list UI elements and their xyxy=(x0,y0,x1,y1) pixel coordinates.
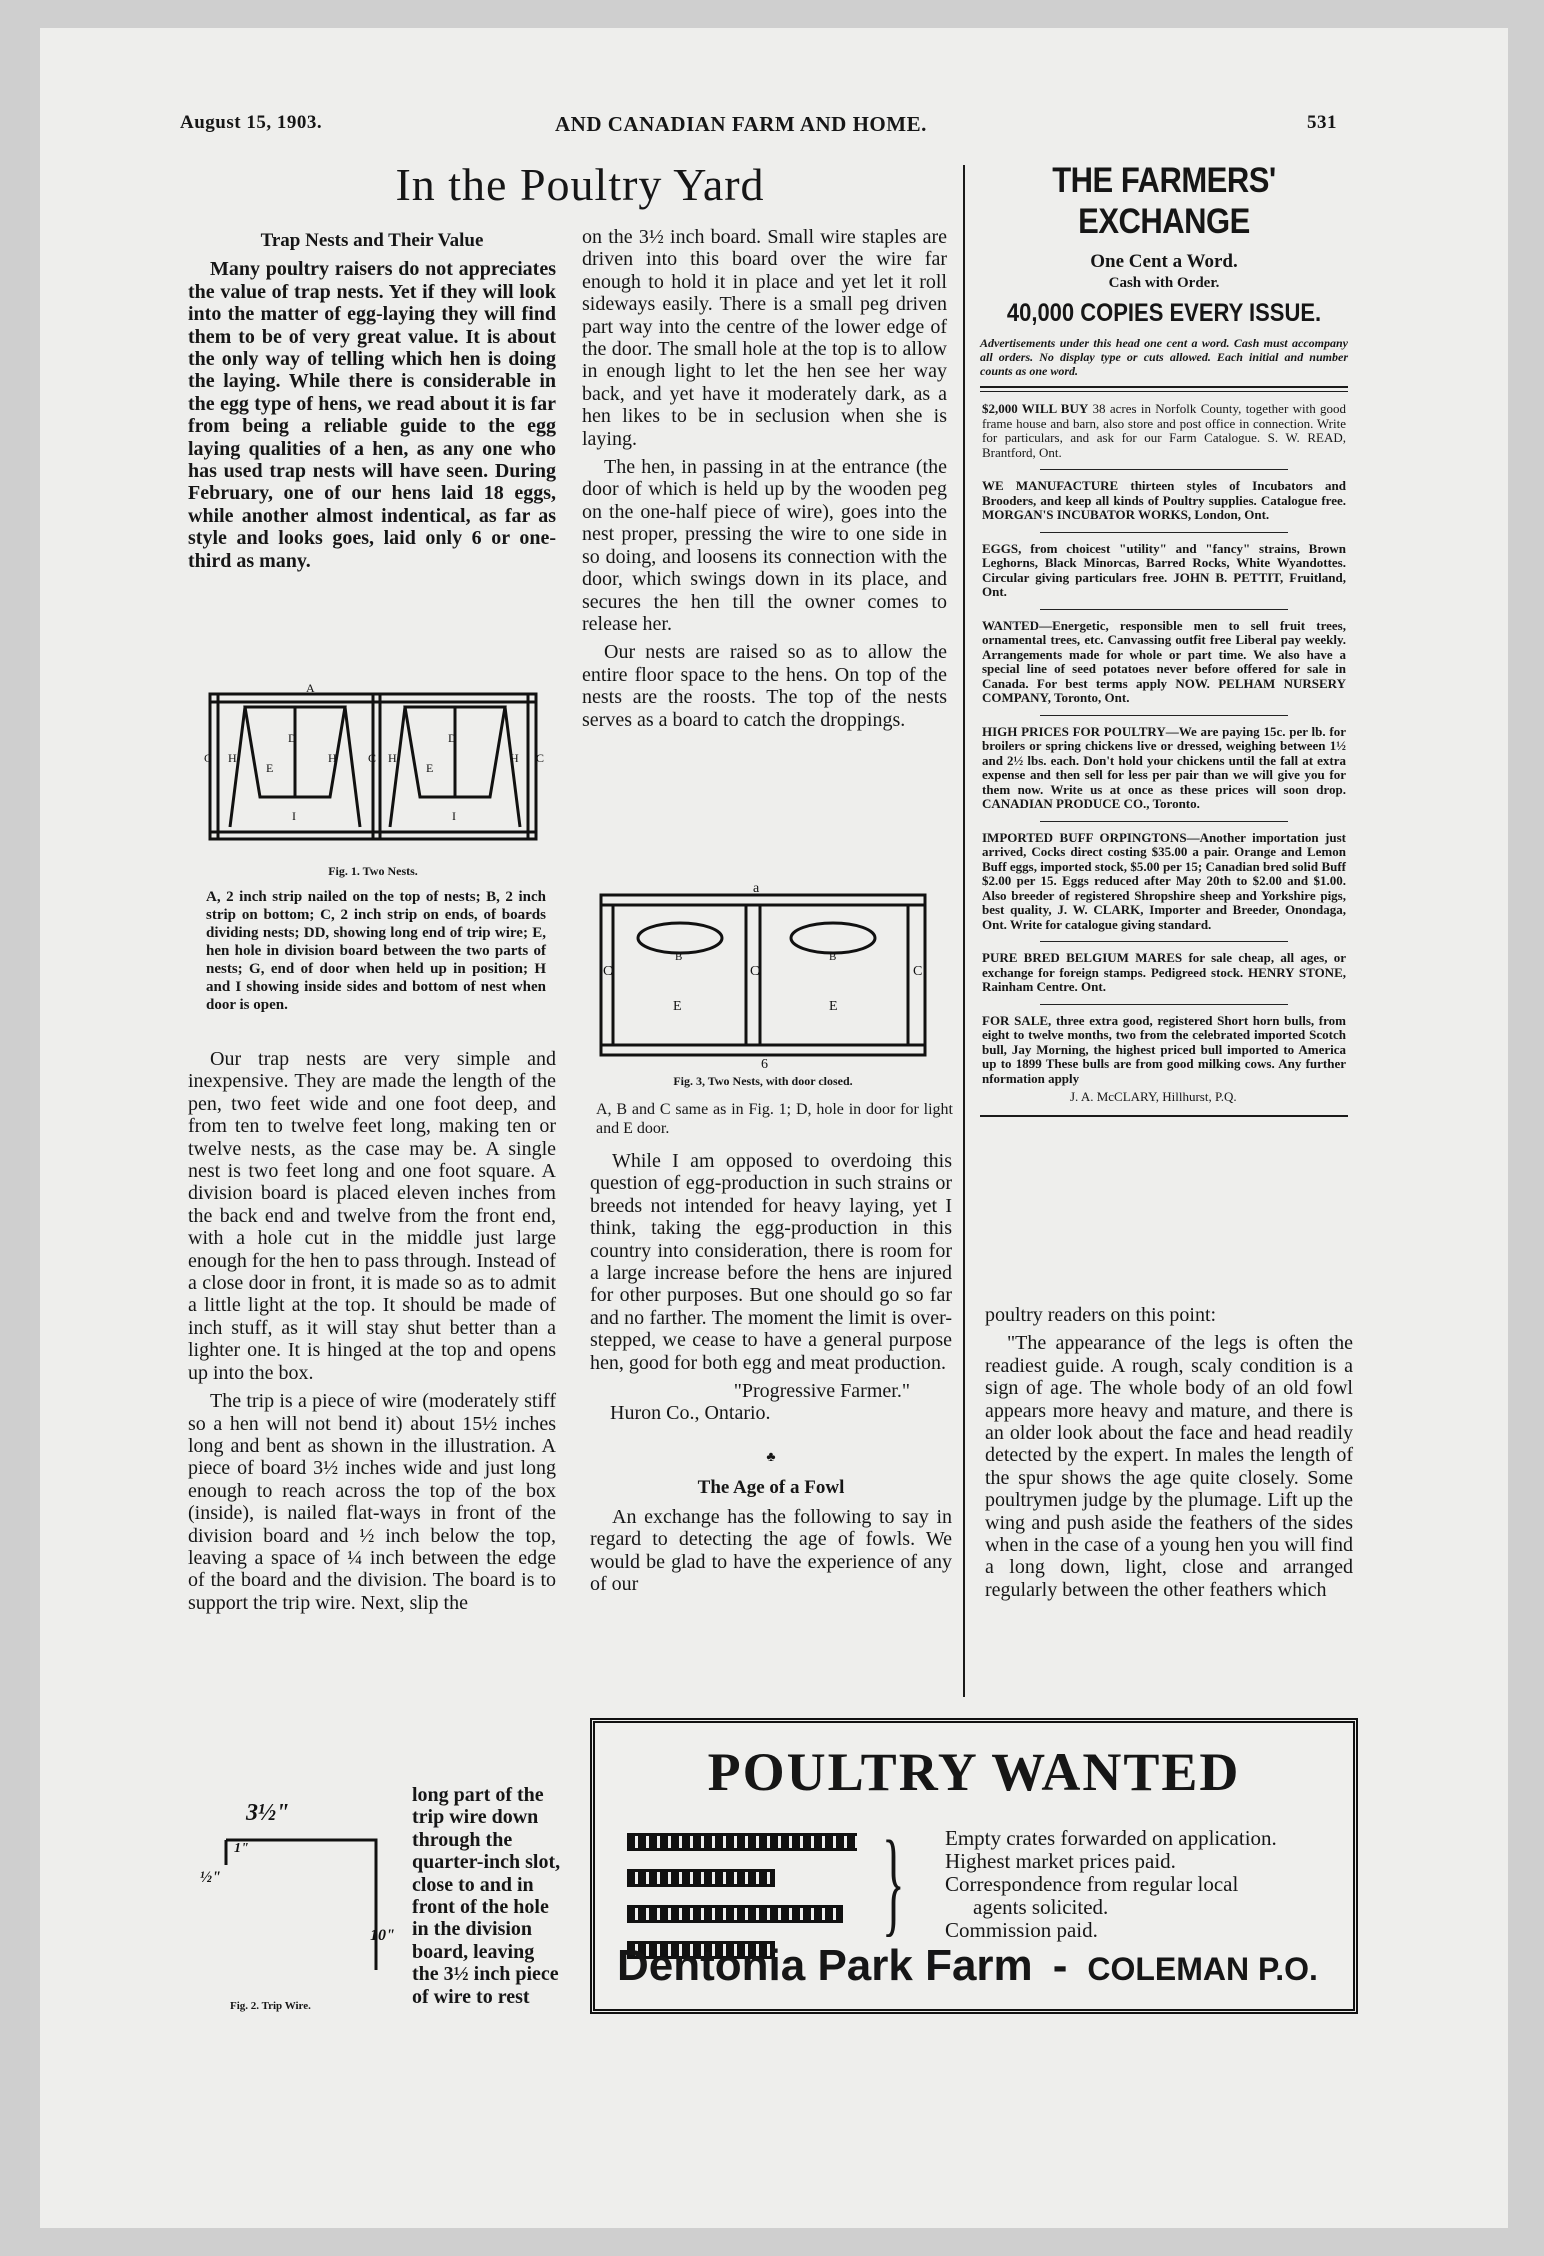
paragraph-narrow: long part of the trip wire down through the quarter-inch slot, close to and in front of the hole in the division board, leaving the 3½ inch piece of wire to rest xyxy=(412,1784,561,2008)
paragraph: "The appearance of the legs is often the readiest guide. A rough, scaly condition is a sign of age. The whole body of an old fowl appears more heavy and mature, and there is an older look about the face and head readily detected by the expert. In males the length of the spur shows the age quite closely. Some poultrymen judge by the plumage. Lift up the wing and push aside the feathers of the sides when in the case of a young hen you will find a long down, light, close and arranged regularly between the other feathers which xyxy=(985,1332,1353,1601)
fig1-label: H xyxy=(328,751,337,765)
poultry-wanted-title: POULTRY WANTED xyxy=(707,1742,1241,1802)
fig3-label: C xyxy=(913,964,923,979)
farmers-exchange-title: THE FARMERS' EXCHANGE xyxy=(1052,159,1276,242)
header-journal: AND CANADIAN FARM AND HOME. xyxy=(555,112,927,136)
fig1-label: D xyxy=(448,731,457,745)
fig1-label: D xyxy=(288,731,297,745)
farm-name: Dentonia Park Farm xyxy=(617,1941,1033,1990)
paragraph: Our trap nests are very simple and inexpensive. They are made the length of the pen, two feet wide and one foot deep, and from ten to twelve feet long, making ten or twelve nests, as the case may be. A single nest is two feet long and one foot square. A division board is placed eleven inches from the back end and twelve from the front end, with a hole cut in the middle just large enough for the hen to pass through. Instead of a close door in front, it is made so as to admit a little light at the top. It should be made of inch stuff, as it will stay shut better than a lighter one. It is hinged at the top and opens up into the box. xyxy=(188,1048,556,1384)
article-title-trap-nests: Trap Nests and Their Value xyxy=(260,230,484,251)
paragraph: An exchange has the following to say in regard to detecting the age of fowls. We would be glad to have the experience of any of our xyxy=(590,1505,952,1595)
fig1-label: C xyxy=(536,751,545,765)
classified-ad: $2,000 WILL BUY 38 acres in Norfolk County, together with good frame house and barn, also store and post office in connection. Write for particulars, and ask for our Farm Catalogue. S. W. READ, Brantford, Ont. xyxy=(982,401,1346,460)
ad-separator xyxy=(1040,609,1288,610)
classified-ad: FOR SALE, three extra good, registered Short horn bulls, from eight to twelve months, two from the celebrated imported Scotch bull, Jay Morning, the highest priced bull imported to America up to 1899 These bulls are from good milking cows. Any further nformation apply xyxy=(982,1012,1346,1086)
paragraph: The trip is a piece of wire (moderately stiff so a hen will not bend it) about 15½ inches long and bent as shown in the illustration. A piece of board 3½ inches wide and just long enough to reach across the top of the box (inside), is nailed flat-ways in front of the division board and ½ inch below the top, leaving a space of ¼ inch between the edge of the board and the division. The board is to support the trip wire. Next, slip the xyxy=(188,1390,556,1614)
fig3-label: C xyxy=(750,964,760,979)
paragraph: The hen, in passing in at the entrance (the door of which is held up by the wooden peg on the one-half piece of wire), goes into the nest proper, pressing the wire to one side in so doing, and loosens its connection with the door, which swings down in its place, and secures the hen till the owner comes to release her. xyxy=(582,456,947,635)
figure-1-title: Fig. 1. Two Nests. xyxy=(328,864,418,878)
fig1-label: E xyxy=(266,761,274,775)
figure-1-two-nests xyxy=(200,682,546,862)
column-middle-lower xyxy=(590,1150,952,1601)
ad-separator xyxy=(1040,532,1288,533)
brace-icon: } xyxy=(881,1816,905,1947)
farmers-exchange-rate: One Cent a Word. xyxy=(1090,251,1238,272)
poultry-wanted-info: Empty crates forwarded on application. Highest market prices paid. Correspondence from regular local agents solicited. Commission paid. xyxy=(945,1826,1277,1942)
farmers-exchange-copies: 40,000 COPIES EVERY ISSUE. xyxy=(1006,298,1322,327)
ad-separator xyxy=(1040,941,1288,942)
fig2-label: 1" xyxy=(234,1841,249,1856)
fig1-label: H xyxy=(510,751,519,765)
dash: - xyxy=(1052,1941,1068,1990)
paragraph: Our nests are raised so as to allow the entire floor space to the hens. On top of the nests are the roosts. The top of the nests serves as a board to catch the droppings. xyxy=(582,641,947,731)
ad-separator xyxy=(1040,821,1288,822)
column-divider xyxy=(963,165,965,1697)
poultry-item-chickens xyxy=(627,1833,857,1851)
paragraph: Many poultry raisers do not appreciates the value of trap nests. Yet if they will look into the matter of egg-laying they will find them to be of very great value. It is about the only way of telling which hen is doing the laying. While there is considerable in the egg type of hens, we read about it is far from being a reliable guide to the egg laying qualities of a hen, as any one who has used trap nests will have seen. During February, one of our hens laid 18 eggs, while another almost indentical, as far as style and looks goes, laid only 6 or one-third as many. xyxy=(188,258,556,572)
page-number: 531 xyxy=(1307,112,1337,133)
figure-3-caption: A, B and C same as in Fig. 1; D, hole in door for light and E door. xyxy=(596,1101,953,1137)
fig3-label: B xyxy=(675,951,683,963)
farm-line xyxy=(617,1941,1331,1991)
poultry-item-ducks xyxy=(627,1869,775,1887)
ad-separator xyxy=(1040,1004,1288,1005)
column-left xyxy=(188,230,556,578)
fig3-label: E xyxy=(673,999,682,1014)
fig1-label: H xyxy=(388,751,397,765)
figure-3-title: Fig. 3, Two Nests, with door closed. xyxy=(673,1074,853,1088)
column-middle xyxy=(582,226,947,737)
fig3-label: B xyxy=(829,951,837,963)
fig1-label: E xyxy=(426,761,434,775)
paragraph: poultry readers on this point: xyxy=(985,1304,1217,1326)
fig3-label: a xyxy=(753,881,760,896)
figure-2-trip-wire xyxy=(196,1790,402,1990)
fig1-label: C xyxy=(368,751,377,765)
fig2-label: 3½" xyxy=(246,1800,290,1826)
classified-ad: WANTED—Energetic, responsible men to sell fruit trees, ornamental trees, etc. Canvassing outfit free Liberal pay weekly. Arrangements made for whole or part time. We also have a special line of seed potatoes never before offered for sale in Canada. For best terms apply NOW. PELHAM NURSERY COMPANY, Toronto, Ont. xyxy=(982,617,1346,705)
classified-ad: IMPORTED BUFF ORPINGTONS—Another importation just arrived, Cocks direct costing $35.00 a pair. Orange and Lemon Buff eggs, imported stock, $5.00 per 15; Canadian bred solid Buff $2.00 per 15. Eggs reduced after May 20th to $2.00 and $1.00. Also breeder of registered Shropshire sheep and Yorkshire pigs, best quality, J. W. CLARK, Importer and Breeder, Onondaga, Ont. Write for catalogue giving standard. xyxy=(982,829,1347,932)
source-location: Huron Co., Ontario. xyxy=(610,1402,771,1425)
fig3-label: C xyxy=(603,964,613,979)
farmers-exchange-note: Advertisements under this head one cent a word. Cash must accompany all orders. No display type or cuts allowed. Each initial and number counts as one word. xyxy=(980,336,1348,378)
article-title-age-of-fowl: The Age of a Fowl xyxy=(697,1477,845,1499)
section-ornament: ♣ xyxy=(766,1449,776,1465)
fig1-label: H xyxy=(228,751,237,765)
fig3-label: E xyxy=(829,999,838,1014)
poultry-wanted-ad xyxy=(590,1718,1358,2014)
farmers-exchange xyxy=(980,159,1348,1117)
divider xyxy=(980,386,1348,388)
section-title: In the Poultry Yard xyxy=(395,159,765,210)
fig3-label: 6 xyxy=(761,1057,768,1070)
source-credit: "Progressive Farmer." xyxy=(733,1380,910,1403)
post-office: COLEMAN P.O. xyxy=(1087,1951,1318,1987)
ad-signature: J. A. McCLARY, Hillhurst, P.Q. xyxy=(1070,1089,1237,1104)
fig1-label: I xyxy=(292,809,296,823)
fig2-label: ½" xyxy=(200,1869,221,1886)
divider xyxy=(980,1115,1348,1117)
fig1-label: I xyxy=(452,809,456,823)
ad-separator xyxy=(1040,715,1288,716)
farmers-exchange-terms: Cash with Order. xyxy=(1108,275,1220,291)
fig2-label: 10" xyxy=(370,1927,395,1944)
ad-separator xyxy=(1040,469,1288,470)
figure-3-two-nests-closed xyxy=(593,880,933,1070)
figure-2-title: Fig. 2. Trip Wire. xyxy=(230,2000,311,2012)
paragraph: on the 3½ inch board. Small wire staples are driven into this board over the wire far enough to hold it in place and yet let it roll sideways easily. There is a small peg driven part way into the centre of the lower edge of the door. The small hole at the top is to allow in enough light to let the hen see her way back, and yet have it moderately dark, as a hen likes to be in seclusion when she is laying. xyxy=(582,226,947,450)
classified-ad: WE MANUFACTURE thirteen styles of Incubators and Brooders, and keep all kinds of Poultry supplies. Catalogue free. MORGAN'S INCUBATOR WORKS, London, Ont. xyxy=(982,478,1346,522)
divider xyxy=(980,391,1348,392)
paragraph: While I am opposed to overdoing this question of egg-production in such strains or breeds not intended for heavy laying, yet I think, taking the egg-production in this country into consideration, there is room for a large increase before the hens are injured for other purposes. But one should go so far and no farther. The moment the limit is over-stepped, we cease to have a general purpose hen, good for both egg and meat production. xyxy=(590,1150,952,1374)
poultry-item-turkeys xyxy=(627,1905,843,1923)
column-right-lower xyxy=(985,1304,1353,1607)
column-left-lower xyxy=(188,1048,556,1620)
figure-1-caption: A, 2 inch strip nailed on the top of nests; B, 2 inch strip on bottom; C, 2 inch strip on ends, of boards dividing nests; DD, showing long end of trip wire; E, hen hole in division board between the two parts of nests; G, end of door when held up in position; H and I showing inside sides and bottom of nest when door is open. xyxy=(206,889,546,1013)
fig1-label: A xyxy=(306,682,315,695)
fig1-label: C xyxy=(204,751,213,765)
classified-ad: PURE BRED BELGIUM MARES for sale cheap, all ages, or exchange for foreign stamps. Pedigreed stock. HENRY STONE, Rainham Centre. Ont. xyxy=(982,950,1346,994)
classified-ad: EGGS, from choicest "utility" and "fancy" strains, Brown Leghorns, Black Minorcas, Barred Rocks, White Wyandottes. Circular giving particulars free. JOHN B. PETTIT, Fruitland, Ont. xyxy=(982,540,1346,599)
classified-ad: HIGH PRICES FOR POULTRY—We are paying 15c. per lb. for broilers or spring chickens live or dressed, weighing between 1½ and 2½ lbs. each. Don't hold your chickens until the fall at extra expense and then sell for less per pair than we will give you for them now. Write us at once as these prices will soon drop. CANADIAN PRODUCE CO., Toronto. xyxy=(982,723,1346,811)
header-date: August 15, 1903. xyxy=(180,112,323,133)
